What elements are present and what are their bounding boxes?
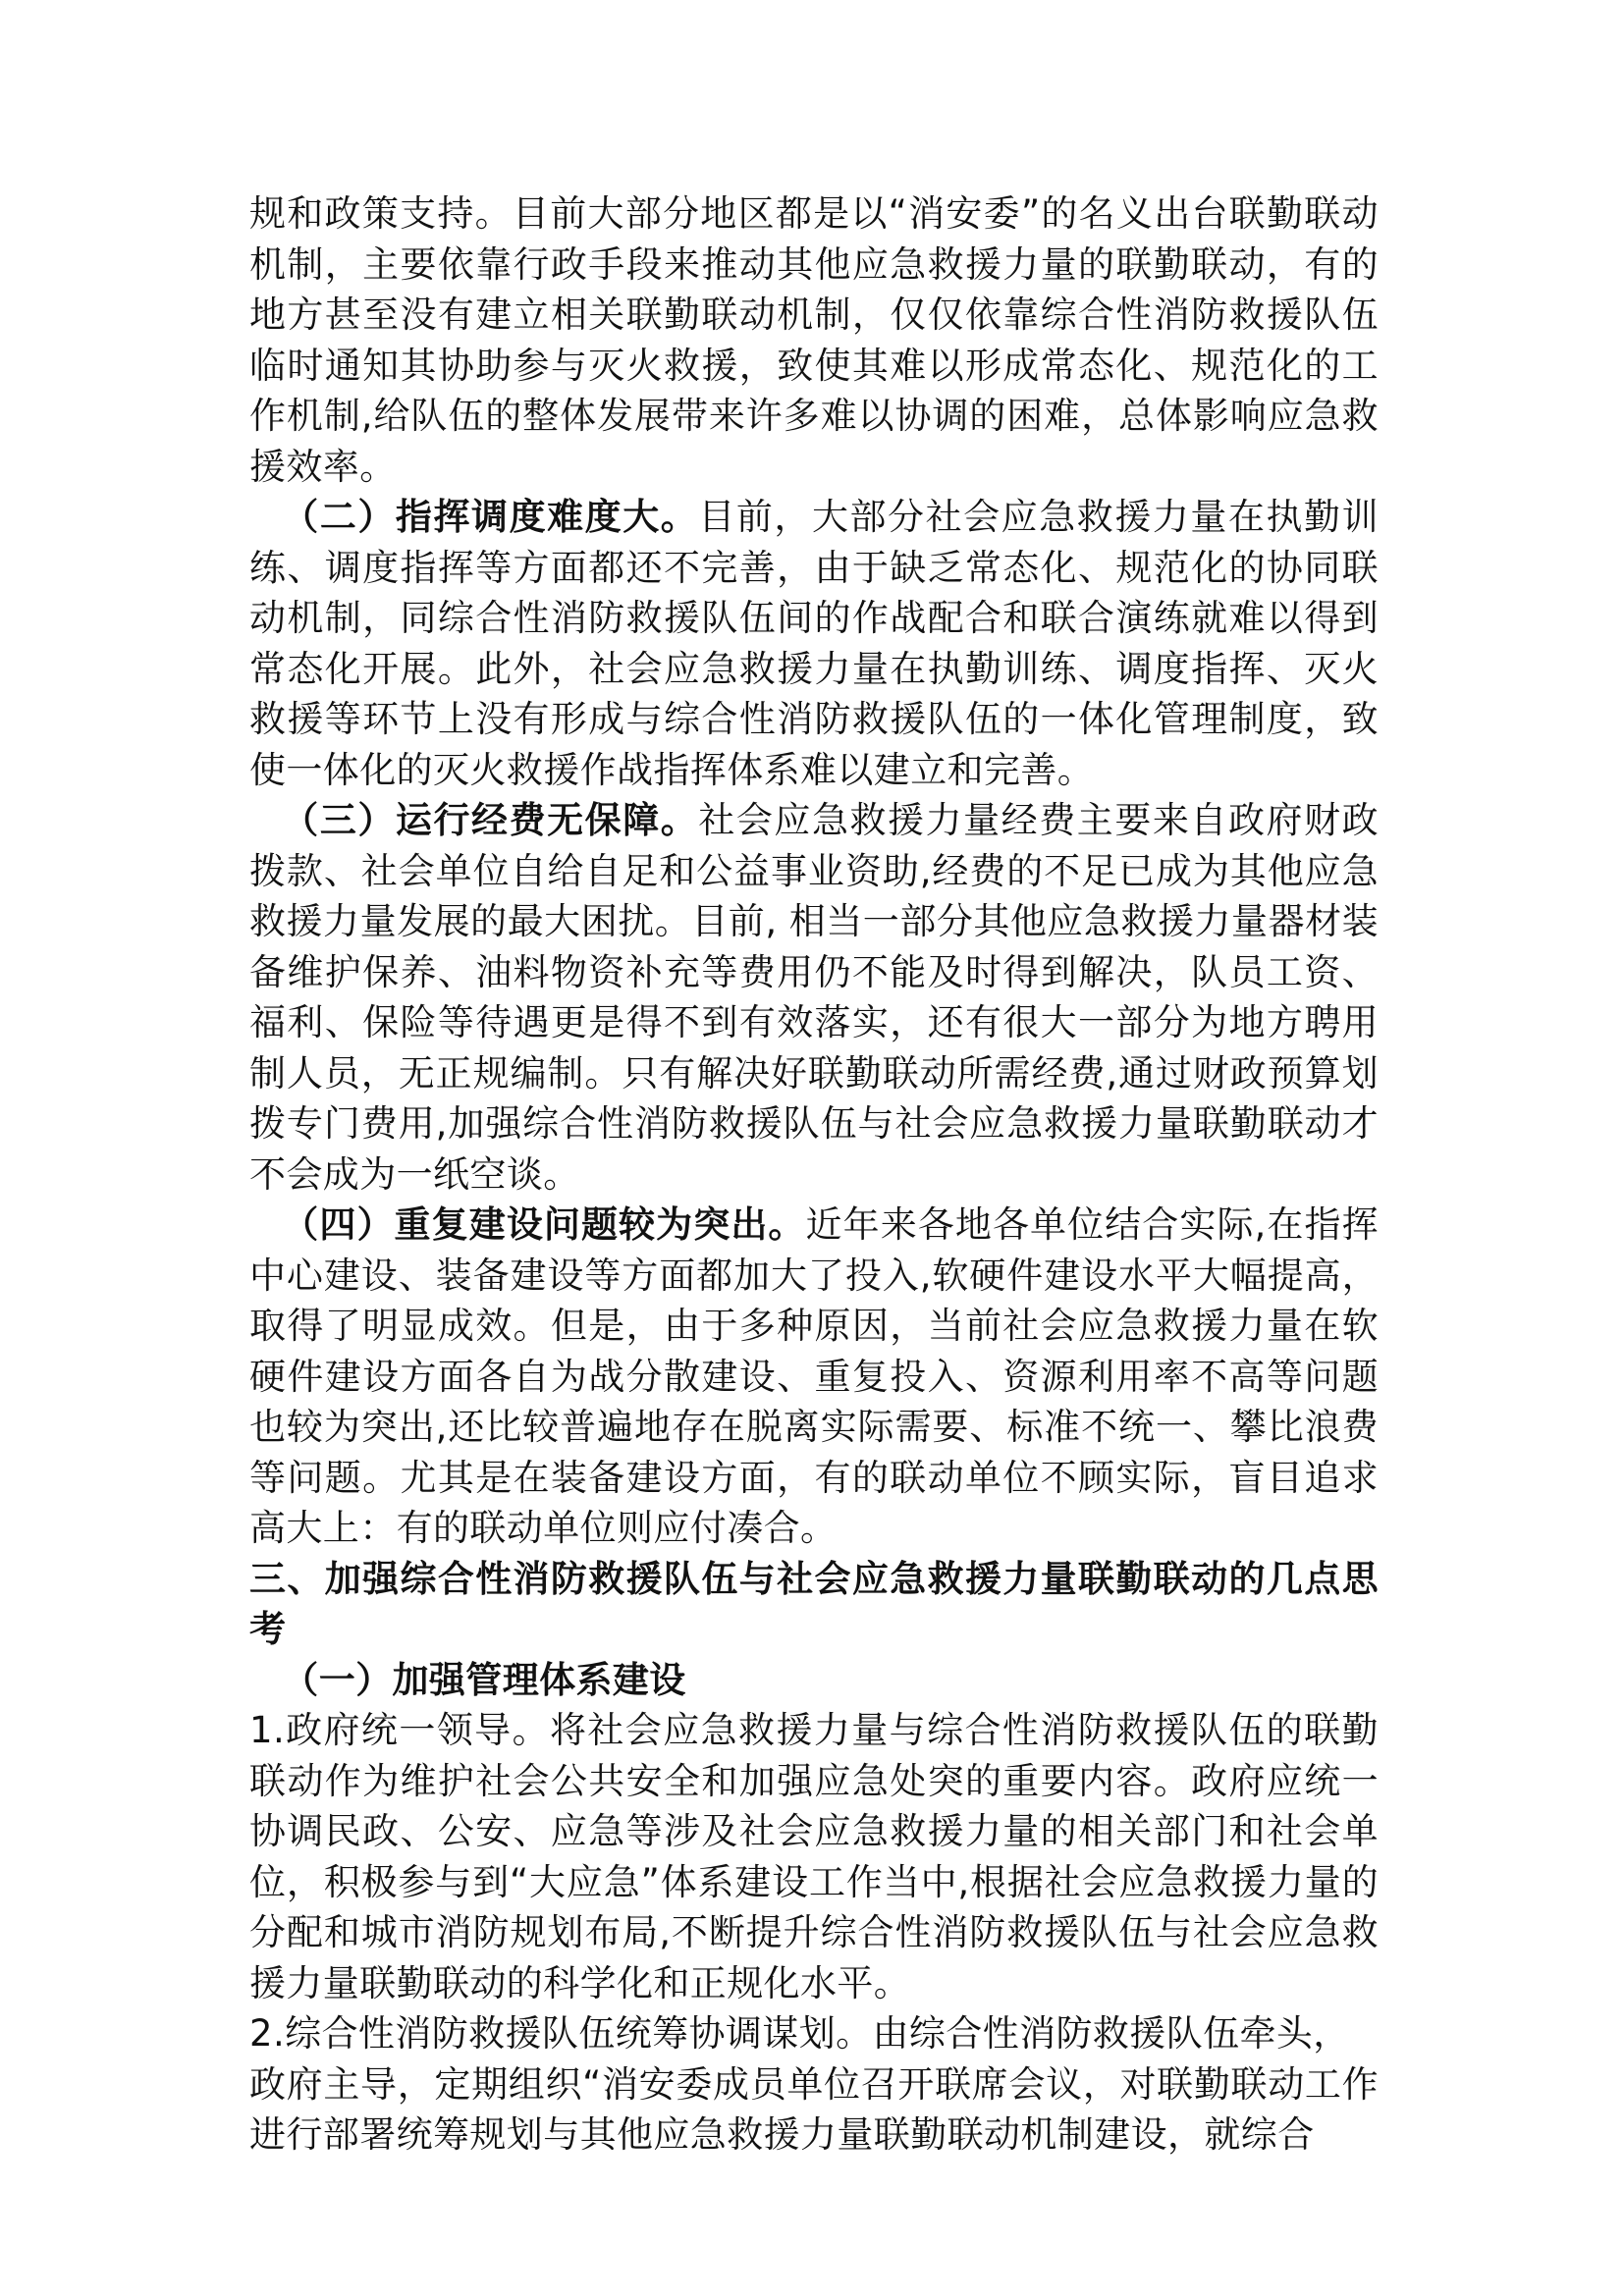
paragraph-funding [249,795,1379,1200]
subsection-heading: （一）加强管理体系建设 [282,1658,686,1701]
paragraph-body: 近年来各地各单位结合实际,在指挥中心建设、装备建设等方面都加大了投入,软硬件建设水平大幅提高，取得了明显成效。但是，由于多种原因，当前社会应急救援力量在软硬件建设方面各自为战分散建设、重复投入、资源利用率不高等问题也较为突出,还比较普遍地存在脱离实际需要、标准不统一、攀比浪费等问题。尤其是在装备建设方面，有的联动单位不顾实际，盲目追求高大上：有的联动单位则应付凑合。 [249,1203,1379,1549]
paragraph-lead: （二）指挥调度难度大。 [282,496,699,538]
paragraph-body: 社会应急救援力量经费主要来自政府财政拨款、社会单位自给自足和公益事业资助,经费的不足已成为其他应急救援力量发展的最大困扰。目前, 相当一部分其他应急救援力量器材装备维护保养、油料物资补充等费用仍不能及时得到解决，队员工资、福利、保险等待遇更是得不到有效落实，还有很大一部分为地方聘用制人员，无正规编制。只有解决好联勤联动所需经费,通过财政预算划拨专门费用,加强综合性消防救援队伍与社会应急救援力量联勤联动才不会成为一纸空谈。 [249,799,1379,1196]
list-item: 1.政府统一领导。将社会应急救援力量与综合性消防救援队伍的联勤联动作为维护社会公共安全和加强应急处突的重要内容。政府应统一协调民政、公安、应急等涉及社会应急救援力量的相关部门和社会单位，积极参与到“大应急”体系建设工作当中,根据社会应急救援力量的分配和城市消防规划布局,不断提升综合性消防救援队伍与社会应急救援力量联勤联动的科学化和正规化水平。 [249,1709,1379,2004]
paragraph-body: 目前，大部分社会应急救援力量在执勤训练、调度指挥等方面都还不完善，由于缺乏常态化、规范化的协同联动机制，同综合性消防救援队伍间的作战配合和联合演练就难以得到常态化开展。此外，社会应急救援力量在执勤训练、调度指挥、灭火救援等环节上没有形成与综合性消防救援队伍的一体化管理制度，致使一体化的灭火救援作战指挥体系难以建立和完善。 [249,496,1379,791]
paragraph-lead: （四）重复建设问题较为突出。 [282,1203,806,1246]
section-heading: 三、加强综合性消防救援队伍与社会应急救援力量联勤联动的几点思考 [249,1557,1379,1650]
list-item-continuation: 政府主导，定期组织“消安委成员单位召开联席会议，对联勤联动工作进行部署统筹规划与其他应急救援力量联勤联动机制建设，就综合 [249,2062,1379,2156]
intro-paragraph: 规和政策支持。目前大部分地区都是以“消安委”的名义出台联勤联动机制，主要依靠行政手段来推动其他应急救援力量的联勤联动，有的地方甚至没有建立相关联勤联动机制，仅仅依靠综合性消防救援队伍临时通知其协助参与灭火救援，致使其难以形成常态化、规范化的工作机制,给队伍的整体发展带来许多难以协调的困难，总体影响应急救援效率。 [249,192,1379,488]
paragraph-duplicate-construction [249,1200,1379,1554]
document-page [249,188,1379,2161]
list-item-line: 2.综合性消防救援队伍统筹协调谋划。由综合性消防救援队伍牵头， [249,2012,1350,2055]
paragraph-lead: （三）运行经费无保障。 [282,799,699,841]
paragraph-command-dispatch [249,492,1379,795]
